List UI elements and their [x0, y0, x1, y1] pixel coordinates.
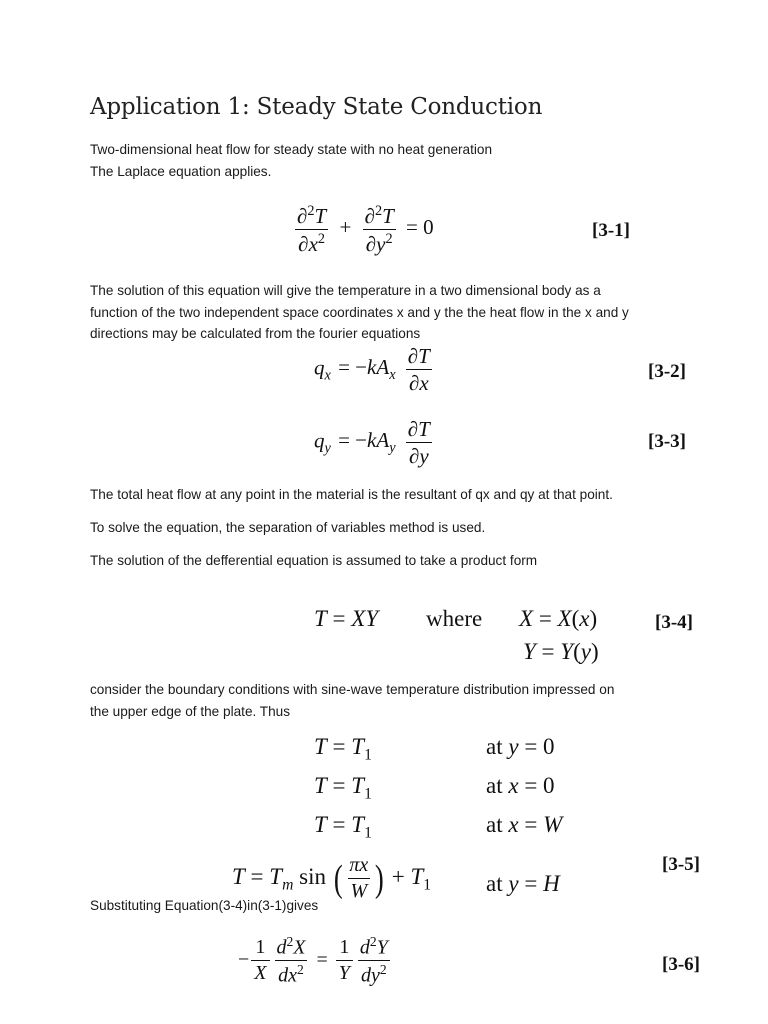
equation-label-3-4: [3-4] [655, 612, 693, 633]
intro-line-2: The Laplace equation applies. [90, 163, 272, 179]
solution-paragraph [90, 280, 629, 345]
intro-text [90, 139, 492, 182]
boundary-line-1: consider the boundary conditions with sine-wave temperature distribution impressed on [90, 682, 615, 697]
intro-line-1: Two-dimensional heat flow for steady state with no heat generation [90, 142, 493, 157]
boundary-paragraph [90, 679, 614, 722]
substituting-text: Substituting Equation(3-4)in(3-1)gives [90, 895, 318, 917]
boundary-condition-2-rhs: at x = 0 [486, 773, 555, 798]
equation-3-4-x: X = X(x) [519, 606, 598, 631]
equation-label-3-1: [3-1] [592, 220, 630, 241]
equation-3-4-y: Y = Y(y) [523, 639, 599, 664]
equation-3-4-lhs: T = XY [314, 606, 379, 631]
boundary-condition-1-lhs: $T = T_1$ [314, 734, 372, 764]
total-heat-flow-text: The total heat flow at any point in the material is the resultant of qx and qy at that point. [90, 487, 613, 502]
equation-3-5-condition: at y = H [486, 871, 560, 896]
boundary-condition-1-rhs: at y = 0 [486, 734, 555, 759]
equation-3-5: $T = T_m$ sin ( $\frac{\pi x}{W}$ ) + $T_1$ [232, 854, 432, 902]
solution-line-1: The solution of this equation will give the temperature in a two dimensional body as a [90, 283, 601, 298]
boundary-condition-3-rhs: at x = W [486, 812, 563, 837]
boundary-condition-3-lhs: $T = T_1$ [314, 812, 372, 842]
equation-3-2: $q_x = -kA_x$ $\frac{\partial T}{\partial x}$ [314, 344, 430, 396]
page-title: Application 1: Steady State Conduction [90, 94, 543, 120]
equation-label-3-2: [3-2] [648, 361, 686, 382]
equation-label-3-6: [3-6] [662, 954, 700, 975]
equation-3-1: $\frac{\partial^2T}{\partial x^2}$ + $\frac{\partial^2T}{\partial y^2}$ = 0 [297, 203, 434, 256]
equation-3-4-where: where [426, 606, 483, 631]
equation-label-3-3: [3-3] [648, 431, 686, 452]
solution-line-3: directions may be calculated from the fourier equations [90, 326, 421, 341]
solution-line-2: function of the two independent space coordinates x and y the the heat flow in the x and y [90, 304, 629, 320]
boundary-line-2: the upper edge of the plate. Thus [90, 703, 291, 719]
product-form-text: The solution of the defferential equation is assumed to take a product form [90, 553, 538, 568]
equation-3-6: − $\frac{1}{X}$ $\frac{d^2X}{dx^2}$ = $\frac{1}{Y}$ $\frac{d^2Y}{dy^2}$ [238, 934, 388, 987]
equation-label-3-5: [3-5] [662, 854, 700, 875]
boundary-condition-2-lhs: $T = T_1$ [314, 773, 372, 803]
separation-text: To solve the equation, the separation of variables method is used. [90, 520, 486, 535]
equation-3-3: $q_y = -kA_y$ $\frac{\partial T}{\partial y}$ [314, 417, 430, 469]
